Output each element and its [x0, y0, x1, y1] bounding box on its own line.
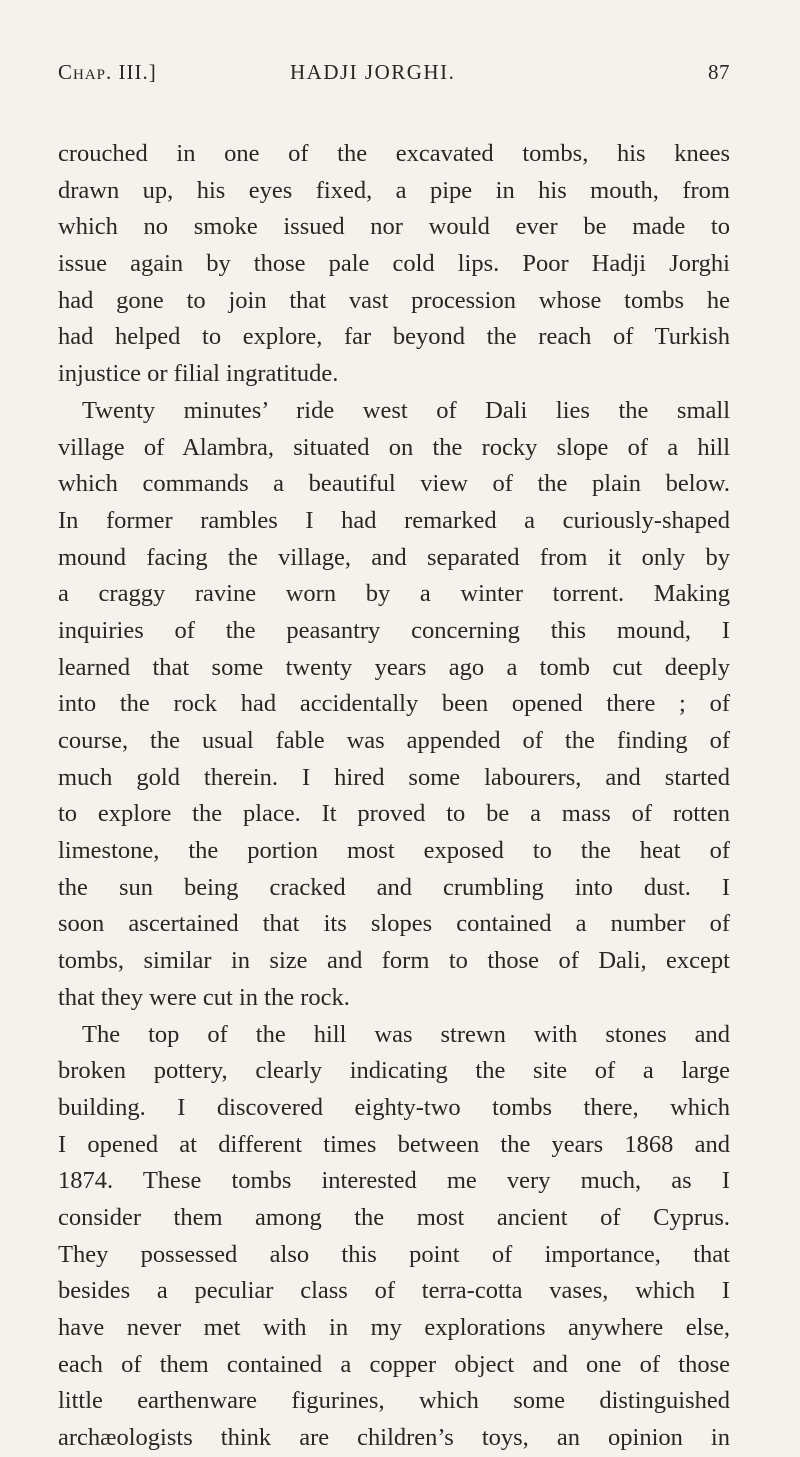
text-line: I opened at different times between the years 1868 and [58, 1130, 730, 1158]
text-line: They possessed also this point of importance, that [58, 1240, 730, 1268]
text-line: each of them contained a copper object and one of those [58, 1350, 730, 1378]
text-line: building. I discovered eighty-two tombs there, which [58, 1093, 730, 1121]
text-line: Twenty minutes’ ride west of Dali lies the small [82, 396, 730, 424]
text-line: issue again by those pale cold lips. Poor Hadji Jorghi [58, 250, 730, 278]
text-line: The top of the hill was strewn with stones and [82, 1020, 730, 1048]
text-line: into the rock had accidentally been opened there ; of [58, 690, 730, 718]
text-line: had helped to explore, far beyond the reach of Turkish [58, 323, 730, 351]
text-line: broken pottery, clearly indicating the site of a large [58, 1057, 730, 1085]
text-line: little earthenware figurines, which some distinguished [58, 1387, 730, 1415]
text-line: limestone, the portion most exposed to the heat of [58, 837, 730, 865]
text-line: soon ascertained that its slopes contained a number of [58, 910, 730, 938]
body-text [58, 136, 730, 1457]
text-line: tombs, similar in size and form to those of Dali, except [58, 947, 730, 975]
text-line: the sun being cracked and crumbling into dust. I [58, 873, 730, 901]
running-head [58, 60, 730, 100]
text-line: 1874. These tombs interested me very much, as I [58, 1167, 730, 1195]
text-line: inquiries of the peasantry concerning this mound, I [58, 616, 730, 644]
text-line: injustice or filial ingratitude. [58, 360, 339, 388]
text-line: archæologists think are children’s toys, an opinion in [58, 1424, 730, 1452]
text-line: village of Alambra, situated on the rocky slope of a hill [58, 433, 730, 461]
text-line: course, the usual fable was appended of the finding of [58, 727, 730, 754]
text-line: mound facing the village, and separated from it only by [58, 543, 730, 571]
text-line: crouched in one of the excavated tombs, his knees [58, 140, 730, 167]
text-line: drawn up, his eyes fixed, a pipe in his mouth, from [58, 176, 730, 204]
text-line: a craggy ravine worn by a winter torrent. Making [58, 580, 730, 608]
text-line: much gold therein. I hired some labourers, and started [58, 763, 730, 791]
text-line: which no smoke issued nor would ever be made to [58, 213, 730, 241]
text-line: have never met with in my explorations anywhere else, [58, 1314, 730, 1341]
text-line: In former rambles I had remarked a curiously-shaped [58, 506, 730, 534]
chapter-reference: Chap. III.] [58, 60, 157, 84]
text-line: besides a peculiar class of terra-cotta vases, which I [58, 1277, 730, 1305]
text-line: that they were cut in the rock. [58, 983, 350, 1011]
running-title: HADJI JORGHI. [290, 60, 456, 84]
page-number: 87 [708, 60, 730, 84]
text-line: learned that some twenty years ago a tomb cut deeply [58, 653, 730, 681]
text-line: to explore the place. It proved to be a mass of rotten [58, 800, 730, 828]
text-line: had gone to join that vast procession whose tombs he [58, 286, 730, 314]
text-line: consider them among the most ancient of Cyprus. [58, 1203, 730, 1231]
text-line: which commands a beautiful view of the plain below. [58, 470, 730, 498]
